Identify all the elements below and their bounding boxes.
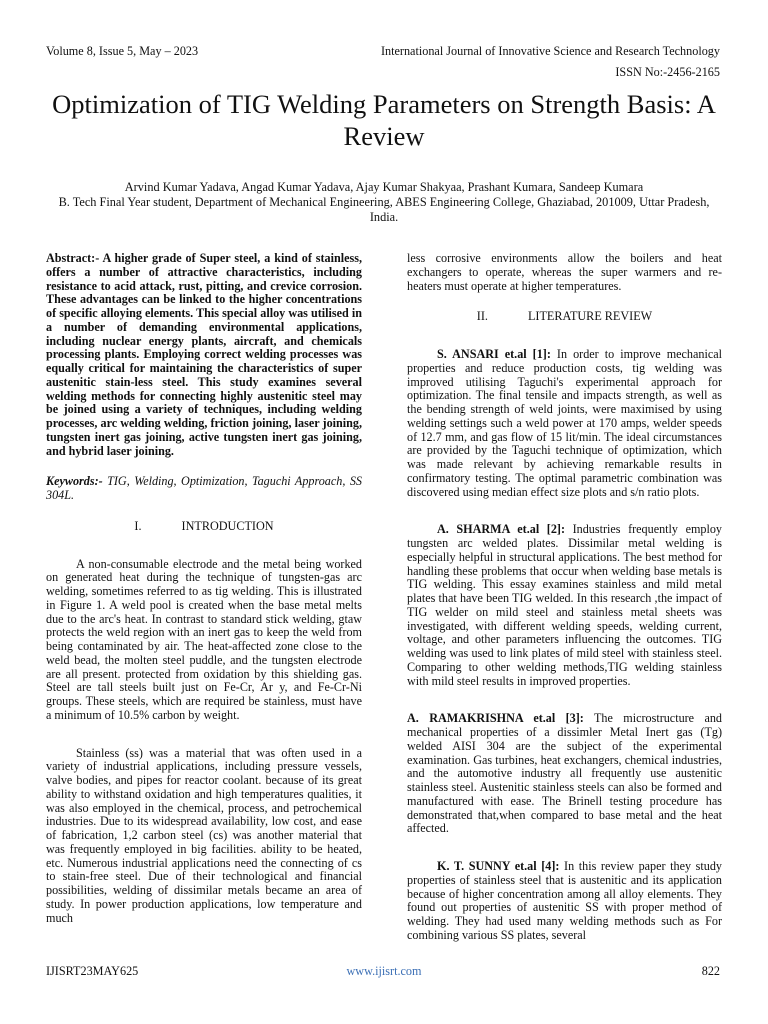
header-volume: Volume 8, Issue 5, May – 2023 (46, 44, 199, 58)
review-author: K. T. SUNNY et.al [4]: (437, 859, 560, 873)
review-entry-4 (407, 860, 722, 943)
paper-title: Optimization of TIG Welding Parameters on Strength Basis: A Review (52, 89, 716, 151)
author-list: Arvind Kumar Yadava, Angad Kumar Yadava, Ajay Kumar Shakyaa, Prashant Kumara, Sandeep Kumara (124, 180, 644, 194)
section-number: II. (476, 309, 488, 324)
header-journal: International Journal of Innovative Science and Research Technology (380, 44, 720, 58)
review-entry-2 (407, 523, 722, 688)
review-author: A. RAMAKRISHNA et.al [3]: (407, 711, 584, 726)
keywords-label: Keywords:- (46, 474, 103, 489)
review-entry-3 (407, 712, 722, 836)
section-heading-introduction (46, 520, 362, 534)
intro-paragraph-2: Stainless (ss) was a material that was often used in a variety of industrial applications, including pressure vessels, valve bodies, and pipes for reactor coolant. because of its great ability to withstand oxidation and high temperatures qualities, it was also employed in the chemical, process, and petrochemical industries. Due to its widespread availability, low cost, and ease of fabrication, 1,2 carbon steel (cs) was another material that was frequently employed in big facilities. ability to be heated, etc. Numerous industrial applications need the connecting of cs to stain-free steel. Due of their technological and financial possibilities, welding of dissimilar metals became an area of study. In power production applications, low temperature and much (46, 745, 362, 925)
section-number: I. (134, 518, 142, 533)
left-column (46, 252, 362, 925)
footer-page-number: 822 (701, 964, 720, 978)
footer-paper-id: IJISRT23MAY625 (46, 964, 139, 978)
section-title: LITERATURE REVIEW (527, 309, 653, 324)
footer-website-link[interactable]: www.ijisrt.com (346, 964, 422, 978)
review-text: In this review paper they study properties of stainless steel that is austenitic and its application because of higher concentration among all alloy elements. They found out properties of austenitic SS with proper method of welding. They had used many welding methods such as For combining various SS plates, several (407, 859, 722, 942)
header-issn: ISSN No:-2456-2165 (615, 65, 720, 79)
review-text: The microstructure and mechanical properties of a dissimler Metal Inert gas (Tg) welded AISI 304 are the subject of the experimental examination. Gas turbines, heat exchangers, chemical industries, and the automotive industry all frequently use austenitic stainless steel. Austenitic stainless steels can also be formed and manufactured with ease. The Brinell testing procedure has demonstrated that,when compared to base metal and the heat affected. (407, 711, 722, 836)
author-affiliation: B. Tech Final Year student, Department of Mechanical Engineering, ABES Engineering College, Ghaziabad, 201009, Uttar Pradesh, India. (58, 195, 710, 224)
review-text: In order to improve mechanical properties and reduce production costs, tig welding was improved utilising Taguchi's experimental approach for optimization. The final tensile and impacts strength, as well as the bending strength of weld joints, were maximised by using welding settings such a weld power at 170 amps, welder speeds of 12.7 mm, and gas flow of 15 lit/min. The ideal circumstances are provided by the Taguchi technique of optimization, which was made relevant by achieving remarkable results in confirmatory testing. The optimal parametric combination was discovered using median effect size plots and s/n ratio plots. (407, 347, 722, 499)
review-author: A. SHARMA et.al [2]: (437, 522, 565, 537)
author-block (56, 180, 712, 225)
review-entry-1 (407, 348, 722, 499)
keywords-text: TIG, Welding, Optimization, Taguchi Approach, SS 304L. (46, 474, 362, 502)
right-column (407, 252, 722, 943)
section-heading-literature-review (407, 310, 722, 324)
abstract: Abstract:- A higher grade of Super steel, a kind of stainless, offers a number of attractive characteristics, including resistance to acid attack, rust, pitting, and crevice corrosion. These advantages can be linked to the higher concentrations of specific alloying elements. This special alloy was utilised in a number of demanding environmental applications, including nuclear energy plants, aircraft, and chemicals processing plants. Employing correct welding processes was equally critical for maintaining the characteristics of super austenitic stain-less steel. This study examines several welding methods for connecting highly austenitic steel may be joined using a variety of techniques, including welding processes, arc welding welding, friction joining, laser joining, tungsten inert gas joining, active tungsten inert gas joining, and hybrid laser joining. (46, 251, 362, 458)
continued-paragraph: less corrosive environments allow the boilers and heat exchangers to operate, whereas the super warmers and re-heaters must operate at higher temperatures. (407, 251, 722, 293)
review-author: S. ANSARI et.al [1]: (437, 347, 551, 361)
keywords (46, 475, 362, 503)
review-text: Industries frequently employ tungsten arc welded plates. Dissimilar metal welding is especially helpful in structural applications. The best method for handling these problems that occur when welding base metals is TIG welding. This essay examines stainless and mild metal plates that have been TIG welded. In this research ,the impact of TIG welder on mild steel and stainless metal sheets was investigated, with different welding speeds, welding current, voltage, and other parameters influencing the outcomes. TIG welding was used to link plates of mild steel with stainless steel. Comparing to other welding methods,TIG welding stainless with mild steel results in improved properties. (407, 522, 722, 688)
section-title: INTRODUCTION (181, 518, 274, 533)
intro-paragraph-1: A non-consumable electrode and the metal being worked on generated heat during the technique of tungsten-gas arc welding, sometimes referred to as tig welding. This is illustrated in Figure 1. A weld pool is created when the base metal melts due to the arc's heat. In contrast to standard stick welding, gtaw protects the weld region with an inert gas to keep the weld from being contaminated by air. The heat-affected zone close to the weld bead, the molten steel puddle, and the tungsten electrode are all present. protected from oxidation by this shielding gas. Steel are tall steels built just on Fe-Cr, Ar y, and Fe-Cr-Ni groups. These steels, which are required be stainless, must have a minimum of 10.5% carbon by weight. (46, 556, 362, 722)
